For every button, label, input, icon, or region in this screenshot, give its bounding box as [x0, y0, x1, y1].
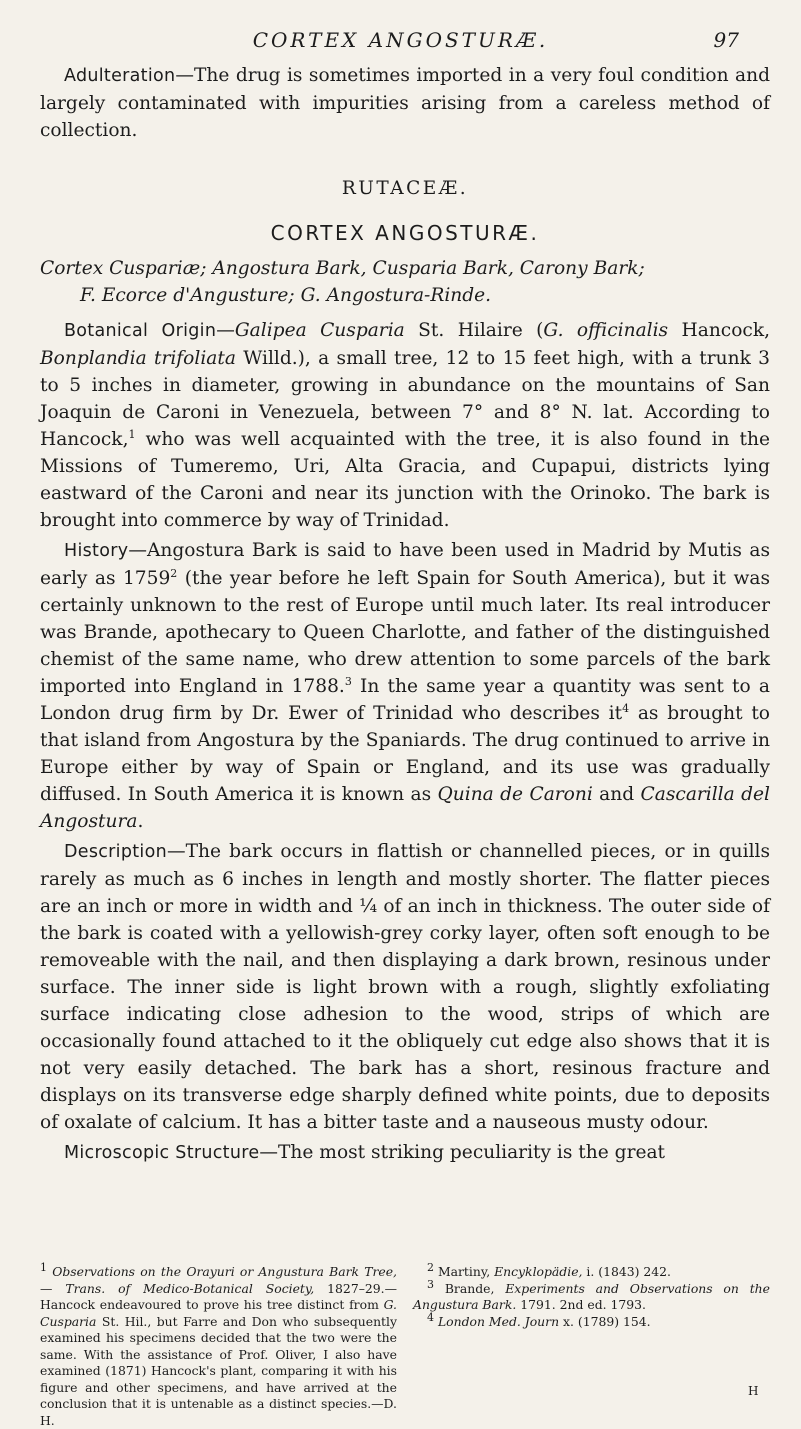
synonym-name: G. officinalis [543, 320, 669, 341]
text-run: who was well acquainted with the tree, it is also found in the Missions of Tumeremo, Uri, Alta Gracia, and Cupapui, districts lying eastward of the Caroni and near its junction with the Orinoko. The bark is brought into commerce by way of Trinidad. [40, 429, 770, 531]
species-name: G. Cusparia [40, 1297, 397, 1329]
text-run: i. (1843) 242. [582, 1264, 671, 1279]
footnote-4 [413, 1310, 770, 1331]
citation-title: Observations on the Orayuri or Angustura Bark Tree, [52, 1264, 397, 1279]
text-run: 1791. 2nd ed. 1793. [516, 1297, 646, 1312]
description-label: Description [64, 842, 167, 862]
citation-title: London Med. Journ [437, 1313, 560, 1329]
text-run: St. Hil., but Farre and Don who subsequently examined his specimens decided that the two were the same. With the assistance of Prof. Oliver, I also have examined (1871) Hancock's plant, comparing it with his figure and other specimens, and have arrived at the conclusion that it is untenable as a distinct species.—D. H. [40, 1313, 397, 1428]
footnote-mark: 1 [40, 1260, 47, 1274]
description-text: —The bark occurs in flattish or channelled pieces, or in quills rarely as much as 6 inches in length and mostly shorter. The flatter pieces are an inch or more in width and ¼ of an inch in thickness. The outer side of the bark is coated with a yellowish-grey corky layer, often soft enough to be removeable with the nail, and then displaying a dark brown, resinous under surface. The inner side is light brown with a rough, slightly exfoliating surface indicating close adhesion to the wood, strips of which are occasionally found attached to it the obliquely cut edge also shows that it is not very easily detached. The bark has a short, resinous fracture and displays on its transverse edge sharply defined white points, due to deposits of oxalate of calcium. It has a bitter taste and a nauseous musty odour. [40, 841, 770, 1133]
family-heading: RUTACEÆ. [341, 178, 469, 199]
history-label: History [64, 541, 129, 561]
footnote-1 [40, 1260, 397, 1429]
drug-title: CORTEX ANGOSTURÆ. [270, 221, 540, 245]
footnote-column-left [40, 1260, 397, 1429]
adulteration-label: Adulteration [64, 66, 176, 86]
local-name: Cascarilla del Angostura [40, 784, 770, 832]
text-run: 1827–29.—Hancock endeavoured to prove his tree distinct from [40, 1280, 397, 1312]
adulteration-paragraph [40, 62, 770, 144]
text-run: x. (1789) 154. [559, 1313, 651, 1329]
text-run: Hancock, [668, 320, 771, 341]
adulteration-text: —The drug is sometimes imported in a very foul condition and largely contaminated with impurities arising from a careless method of collection. [40, 65, 770, 141]
description-paragraph [40, 838, 770, 1136]
text-run: —Angostura Bark is said to have been used in Madrid by Mutis as early as 1759 [40, 540, 770, 589]
main-text [40, 62, 770, 1167]
botanical-origin-label: Botanical Origin [64, 321, 217, 341]
local-name: Quina de Caroni [437, 784, 593, 805]
footnote-mark: 3 [427, 1277, 434, 1291]
microscopic-label: Microscopic Structure [64, 1143, 260, 1163]
page-number: 97 [713, 28, 739, 52]
footnote-mark: 2 [427, 1260, 434, 1274]
text-run: Martiny, [434, 1264, 495, 1279]
microscopic-text: —The most striking peculiarity is the great [259, 1142, 666, 1163]
text-run: St. Hilaire ( [404, 320, 544, 341]
footnote-ref[interactable]: 3 [344, 674, 352, 688]
footnote-column-right [413, 1260, 770, 1429]
text-run: — [40, 1280, 66, 1296]
footnote-ref[interactable]: 2 [170, 566, 178, 580]
text-run: as brought to that island from Angostura by the Spaniards. The drug continued to arrive in Europe either by way of Spain or England, and its use was gradually diffused. In South America it is known as [40, 703, 770, 805]
signature-mark: H [748, 1384, 759, 1398]
text-run: (the year before he left Spain for South America), but it was certainly unknown to the rest of Europe until much later. Its real introducer was Brande, apothecary to Queen Charlotte, and father of the distinguished chemist of the same name, who drew attention to some parcels of the bark imported into England in 1788. [40, 568, 770, 697]
footnotes [40, 1260, 770, 1429]
footnote-mark: 4 [427, 1310, 434, 1324]
text-run: In the same year a quantity was sent to a London drug firm by Dr. Ewer of Trinidad who describes it [40, 676, 771, 724]
running-head: CORTEX ANGOSTURÆ. [252, 28, 549, 52]
text-run: . [137, 811, 144, 832]
footnote-3 [413, 1277, 770, 1314]
microscopic-paragraph [40, 1139, 770, 1167]
text-run: Willd.), a small tree, 12 to 15 feet high, with a trunk 3 to 5 inches in diameter, growing in abundance on the mountains of San Joaquin de Caroni in Venezuela, between 7° and 8° N. lat. According to Hancock, [40, 348, 770, 450]
botanical-origin-paragraph [40, 317, 770, 534]
footnote-2 [413, 1260, 770, 1281]
history-paragraph [40, 537, 770, 835]
synonym-name: Bonplandia trifoliata [40, 348, 236, 369]
synonyms-line-1: Cortex Cuspariæ; Angostura Bark, Cusparia Bark, Carony Bark; [40, 258, 645, 279]
citation-title: Encyklopädie, [494, 1264, 583, 1279]
citation-title: Trans. of Medico-Botanical Society, [65, 1280, 315, 1296]
text-run: and [592, 784, 641, 805]
dash: — [216, 320, 235, 341]
text-run: Brande, [434, 1280, 506, 1296]
footnote-ref[interactable]: 4 [622, 701, 630, 715]
species-name: Galipea Cusparia [234, 320, 405, 341]
synonyms-line-2: F. Ecorce d'Angusture; G. Angostura-Rinde. [80, 285, 492, 306]
citation-title: Experiments and Observations on the Angustura Bark. [413, 1280, 770, 1312]
footnote-ref[interactable]: 1 [128, 427, 136, 441]
